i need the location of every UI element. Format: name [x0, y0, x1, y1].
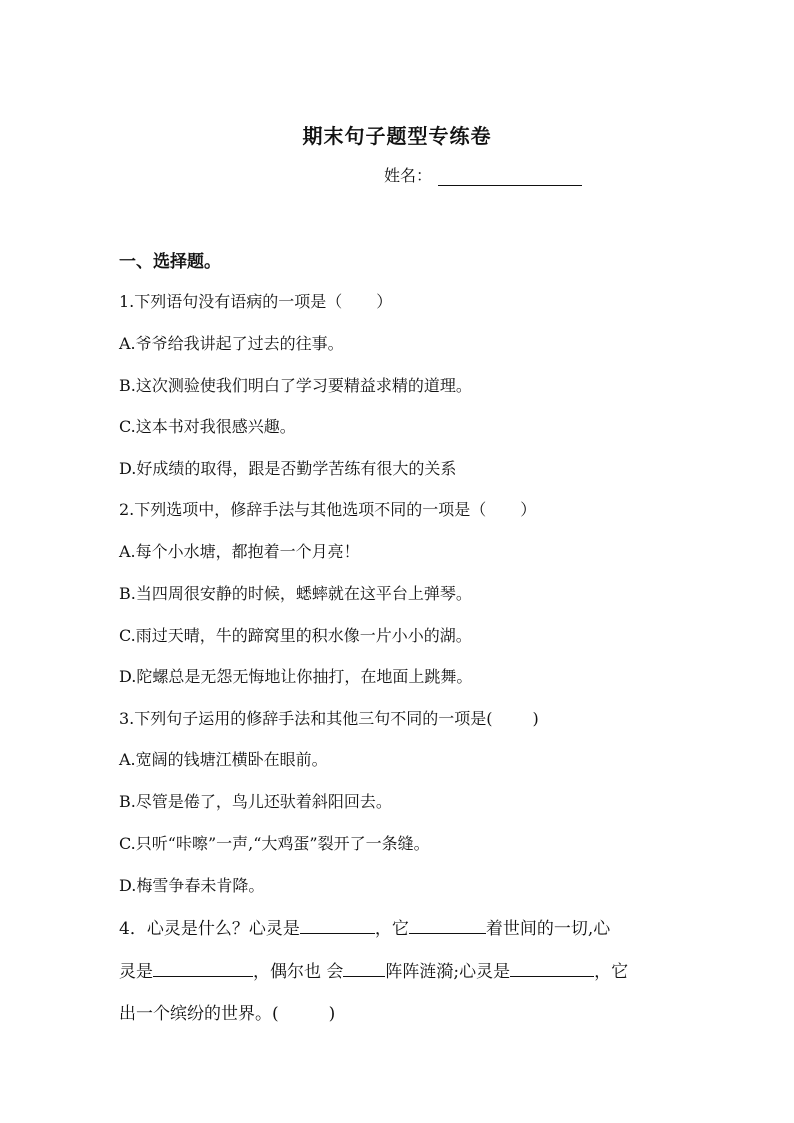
option-3a: A.宽阔的钱塘江横卧在眼前。	[119, 750, 328, 769]
question-4-text: 灵是	[119, 962, 153, 982]
question-4-line-1	[119, 914, 610, 939]
name-blank[interactable]	[438, 167, 582, 186]
question-4-line-3	[119, 999, 335, 1024]
section-heading: 一、选择题。	[119, 252, 221, 272]
question-2-stem	[119, 497, 536, 520]
fill-blank[interactable]	[153, 958, 253, 977]
question-4-text: 着世间的一切,心	[485, 919, 611, 939]
fill-blank[interactable]	[409, 915, 486, 934]
name-field	[384, 163, 582, 186]
fill-blank[interactable]	[300, 915, 375, 934]
option-2b: B.当四周很安静的时候，蟋蟀就在这平台上弹琴。	[119, 584, 472, 603]
question-4-text: ，它	[374, 919, 409, 939]
question-4-text: 阵阵涟漪;心灵是	[385, 962, 511, 982]
option-1a: A.爷爷给我讲起了过去的往事。	[119, 334, 344, 353]
option-2a: A.每个小水塘，都抱着一个月亮！	[119, 542, 360, 561]
question-3-paren-close: )	[532, 709, 539, 728]
option-3c: C.只听“咔嚓”一声,“大鸡蛋”裂开了一条缝。	[119, 834, 430, 853]
question-4-text: 出一个缤纷的世界。(	[119, 1004, 279, 1024]
fill-blank[interactable]	[510, 958, 594, 977]
question-4-paren-close: )	[328, 1004, 336, 1024]
question-4-text: ，偶尔也 会	[253, 962, 344, 982]
option-2d: D.陀螺总是无怨无悔地让你抽打，在地面上跳舞。	[119, 667, 473, 686]
question-1-stem	[119, 289, 392, 312]
question-4-text: ，它	[594, 962, 629, 982]
option-3d: D.梅雪争春未肯降。	[119, 876, 265, 895]
fill-blank[interactable]	[343, 958, 385, 977]
question-1-paren-close: ）	[376, 292, 393, 311]
page-title: 期末句子题型专练卷	[302, 124, 492, 148]
option-2c: C.雨过天晴，牛的蹄窝里的积水像一片小小的湖。	[119, 626, 472, 645]
question-3-stem	[119, 706, 539, 729]
question-2-text: 2.下列选项中，修辞手法与其他选项不同的一项是（	[119, 500, 487, 519]
option-3b: B.尽管是倦了，鸟儿还驮着斜阳回去。	[119, 792, 392, 811]
question-4-line-2	[119, 957, 628, 982]
question-2-paren-close: ）	[520, 500, 537, 519]
question-3-text: 3.下列句子运用的修辞手法和其他三句不同的一项是(	[119, 709, 493, 728]
question-4-text: 4．心灵是什么？心灵是	[119, 919, 300, 939]
option-1c: C.这本书对我很感兴趣。	[119, 417, 296, 436]
option-1d: D.好成绩的取得，跟是否勤学苦练有很大的关系	[119, 459, 457, 478]
question-1-text: 1.下列语句没有语病的一项是（	[119, 292, 343, 311]
name-label: 姓名：	[384, 166, 433, 185]
option-1b: B.这次测验使我们明白了学习要精益求精的道理。	[119, 376, 472, 395]
